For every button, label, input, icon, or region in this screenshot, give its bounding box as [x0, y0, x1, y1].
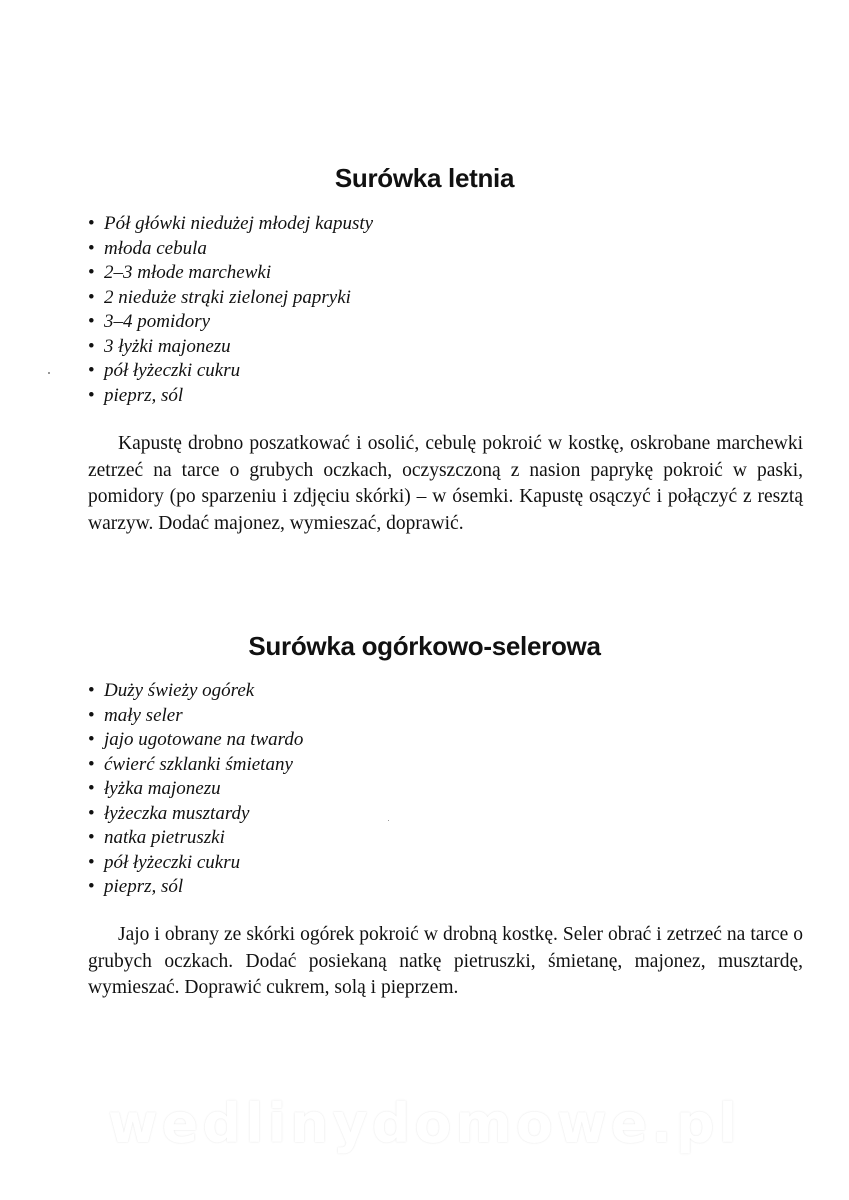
watermark: wedlinydomowe.pl	[107, 1092, 742, 1155]
recipe-instructions-cucumber-celery-salad: Jajo i obrany ze skórki ogórek pokroić w drobną kostkę. Seler obrać i zetrzeć na tarce o grubych oczkach. Dodać posiekaną natkę pietruszki, śmietanę, majonez, musztardę, wymieszać. Doprawić cukrem, solą i pieprzem.	[88, 924, 803, 998]
scan-speck	[48, 372, 50, 374]
recipe-title-summer-salad: Surówka letnia	[334, 163, 515, 193]
ingredient-list-summer-salad	[88, 212, 373, 408]
ingredient-item: • pieprz, sól	[88, 875, 303, 900]
ingredient-item: • pieprz, sól	[88, 384, 373, 409]
ingredient-item: • 3 łyżki majonezu	[88, 335, 373, 360]
ingredient-item: • 2 nieduże strąki zielonej papryki	[88, 286, 373, 311]
ingredient-item: • natka pietruszki	[88, 826, 303, 851]
scan-speck	[388, 820, 389, 821]
ingredient-list-cucumber-celery-salad	[88, 679, 303, 900]
ingredient-item: • łyżka majonezu	[88, 777, 303, 802]
ingredient-item: • ćwierć szklanki śmietany	[88, 753, 303, 778]
ingredient-item: • mały seler	[88, 704, 303, 729]
ingredient-item: • łyżeczka musztardy	[88, 802, 303, 827]
ingredient-item: • Duży świeży ogórek	[88, 679, 303, 704]
ingredient-item: • jajo ugotowane na twardo	[88, 728, 303, 753]
recipe-instructions-summer-salad: Kapustę drobno poszatkować i osolić, cebulę pokroić w kostkę, oskrobane marchewki zetrzeć na tarce o grubych oczkach, oczyszczoną z nasion paprykę pokroić w paski, pomidory (po sparzeniu i zdjęciu skórki) – w ósemki. Kapustę osączyć i połączyć z resztą warzyw. Dodać majonez, wymieszać, doprawić.	[88, 433, 803, 534]
ingredient-item: • 2–3 młode marchewki	[88, 261, 373, 286]
ingredient-item: • pół łyżeczki cukru	[88, 851, 303, 876]
recipe-title-cucumber-celery-salad: Surówka ogórkowo-selerowa	[248, 631, 601, 661]
ingredient-item: • Pół główki niedużej młodej kapusty	[88, 212, 373, 237]
ingredient-item: • 3–4 pomidory	[88, 310, 373, 335]
ingredient-item: • młoda cebula	[88, 237, 373, 262]
ingredient-item: • pół łyżeczki cukru	[88, 359, 373, 384]
